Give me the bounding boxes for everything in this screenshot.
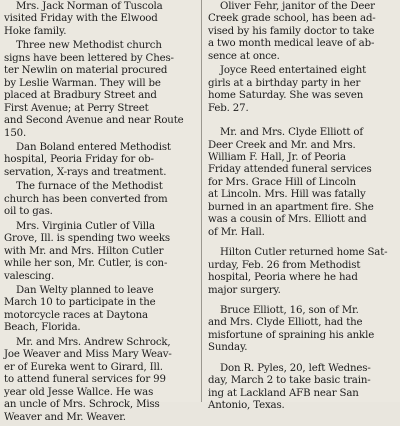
news-item: Mrs. Virginia Cutler of Villa Grove, Ill. is spending two weeks with Mr. and Mrs. Hilton Cutler while her son, Mr. Cutler, is con- valescing.: [4, 220, 170, 282]
news-item: Three new Methodist church signs have been lettered by Ches- ter Newlin on material procured by Leslie Warman. They will be placed at Bradbury Street and First Avenue; at Perry Street and Second Avenue and near Route 150.: [4, 40, 184, 139]
news-item: Mr. and Mrs. Andrew Schrock, Joe Weaver and Miss Mary Weav- er of Eureka went to Girard, Ill. to attend funeral services for 99 year old Jesse Wallce. He was an uncle of Mrs. Schrock, Miss Weaver and Mr. Weaver.: [4, 336, 172, 423]
news-item: Mr. and Mrs. Clyde Elliott of Deer Creek and Mr. and Mrs. William F. Hall, Jr. of Peoria Friday attended funeral services for Mrs. Grace Hill of Lincoln at Lincoln. Mrs. Hill was fatally burned in an apartment fire. She was a cousin of Mrs. Elliott and of Mr. Hall.: [208, 127, 374, 238]
news-item: Dan Welty planned to leave March 10 to participate in the motorcycle races at Daytona Beach, Florida.: [4, 284, 156, 334]
news-item: Bruce Elliott, 16, son of Mr. and Mrs. Clyde Elliott, had the misfortune of spraining his ankle Sunday.: [208, 304, 375, 354]
news-item: Don R. Pyles, 20, left Wednes- day, March 2 to take basic train- ing at Lackland AFB near San Antonio, Texas.: [208, 362, 371, 412]
news-item: Joyce Reed entertained eight girls at a birthday party in her home Saturday. She was seven Feb. 27.: [208, 65, 367, 114]
left-column: [4, 1, 196, 426]
column-divider: [201, 0, 202, 402]
news-item: Dan Boland entered Methodist hospital, Peoria Friday for ob- servation, X-rays and treatment.: [4, 141, 171, 178]
news-item: The furnace of the Methodist church has been converted from oil to gas.: [4, 181, 168, 218]
right-column: [208, 1, 398, 415]
news-item: Mrs. Jack Norman of Tuscola visited Friday with the Elwood Hoke family.: [4, 1, 163, 37]
news-item: Oliver Fehr, janitor of the Deer Creek grade school, has been ad- vised by his family doctor to take a two month medical leave of ab- sence at once.: [208, 1, 376, 62]
news-item: Hilton Cutler returned home Sat- urday, Feb. 26 from Methodist hospital, Peoria where he had major surgery.: [208, 247, 388, 296]
